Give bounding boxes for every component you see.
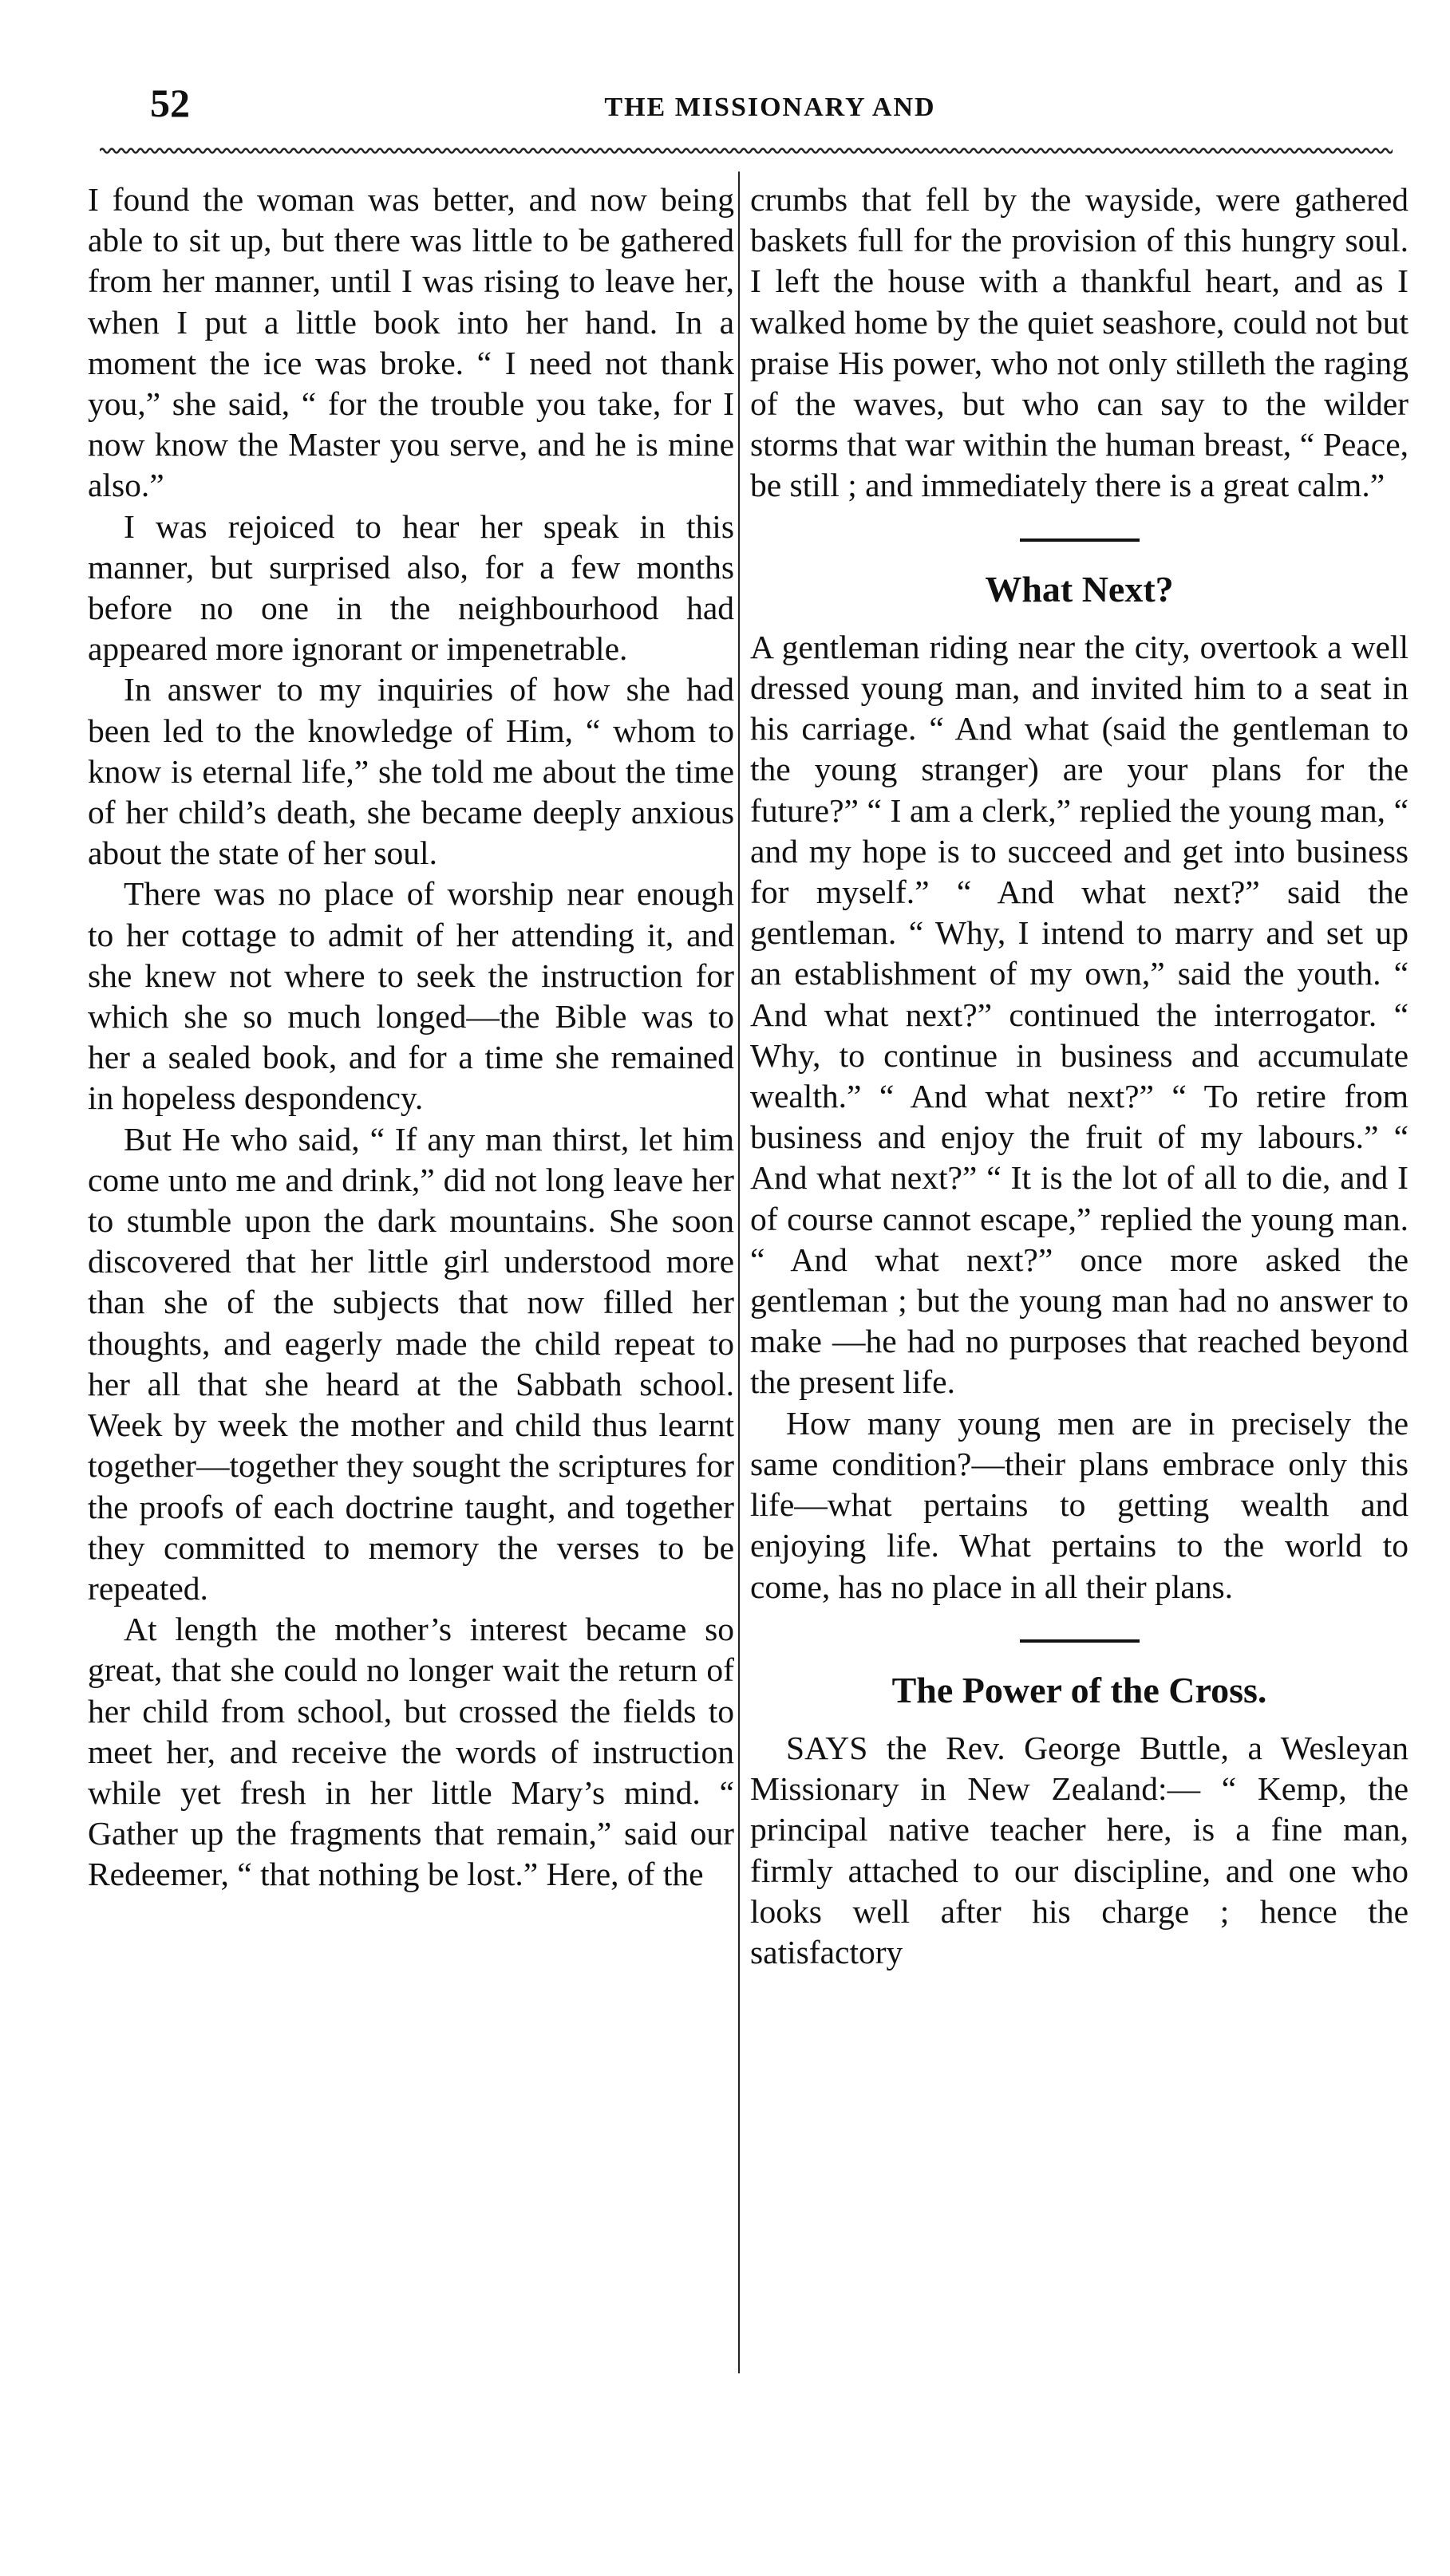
paragraph: A gentleman riding near the city, overtook a well dressed young man, and invited him to a seat in his carriage. “ And what (said the gentleman to the young stranger) are your plans for the future?” “ I am a clerk,” replied the young man, “ and my hope is to succeed and get into business for myself.” “ And what next?” said the gentleman. “ Why, I intend to marry and set up an establishment of my own,” said the youth. “ And what next?” continued the interrogator. “ Why, to continue in business and accumulate wealth.” “ And what next?” “ To retire from business and enjoy the fruit of my labours.” “ And what next?” “ It is the lot of all to die, and I of course cannot escape,” replied the young man. “ And what next?” once more asked the gentleman ; but the young man had no answer to make —he had no purposes that reached beyond the present life. <box>750 628 1409 1401</box>
continuation-paragraph: crumbs that fell by the wayside, were gathered baskets full for the provision of this hungry soul. I left the house with a thankful heart, and as I walked home by the quiet seashore, could not but praise His power, who not only stilleth the raging of the waves, but who can say to the wilder storms that war within the human breast, “ Peace, be still ; and immediately there is a great calm.” <box>750 181 1409 504</box>
paragraph: In answer to my inquiries of how she had been led to the knowledge of Him, “ whom to know is eternal life,” she told me about the time of her child’s death, she became deeply anxious about the state of her soul. <box>88 671 734 872</box>
paragraph: I found the woman was better, and now being able to sit up, but there was little to be gathered from her manner, until I was rising to leave her, when I put a little book into her hand. In a moment the ice was broke. “ I need not thank you,” she said, “ for the trouble you take, for I now know the Master you serve, and he is mine also.” <box>88 181 734 504</box>
section-divider <box>1020 1639 1140 1643</box>
paragraph: But He who said, “ If any man thirst, let him come unto me and drink,” did not long leave her to stumble upon the dark mountains. She soon discovered that her little girl understood more than she of the subjects that now filled her thoughts, and eagerly made the child repeat to her all that she heard at the Sabbath school. Week by week the mother and child thus learnt together—together they sought the scriptures for the proofs of each doctrine taught, and together they committed to memory the verses to be repeated. <box>88 1120 734 1607</box>
paragraph: I was rejoiced to hear her speak in this manner, but surprised also, for a few months before no one in the neighbourhood had appeared more ignorant or impenetrable. <box>88 507 734 668</box>
running-title: THE MISSIONARY AND <box>604 93 936 122</box>
paragraph: How many young men are in precisely the same condition?—their plans embrace only this life—what pertains to getting wealth and enjoying life. What pertains to the world to come, has no place in all their plans. <box>750 1404 1409 1605</box>
left-column <box>88 179 734 1896</box>
section-divider <box>1020 538 1140 542</box>
right-column <box>750 179 1409 1973</box>
page-header <box>136 80 1405 136</box>
header-rule <box>100 145 1393 156</box>
page-number: 52 <box>150 81 190 125</box>
section-title: The Power of the Cross. <box>891 1669 1267 1710</box>
paragraph: SAYS the Rev. George Buttle, a Wesleyan Missionary in New Zealand:— “ Kemp, the principal native teacher here, is a fine man, firmly attached to our discipline, and one who looks well after his charge ; hence the satisfactory <box>750 1729 1409 1970</box>
section-title: What Next? <box>985 568 1174 609</box>
column-divider <box>738 172 740 2373</box>
paragraph: At length the mother’s interest became so great, that she could no longer wait the return of her child from school, but crossed the fields to meet her, and receive the words of instruction while yet fresh in her little Mary’s mind. “ Gather up the fragments that remain,” said our Redeemer, “ that nothing be lost.” Here, of the <box>88 1611 734 1893</box>
paragraph: There was no place of worship near enough to her cottage to admit of her attending it, and she knew not where to seek the instruction for which she so much longed—the Bible was to her a sealed book, and for a time she remained in hopeless despondency. <box>88 875 734 1117</box>
